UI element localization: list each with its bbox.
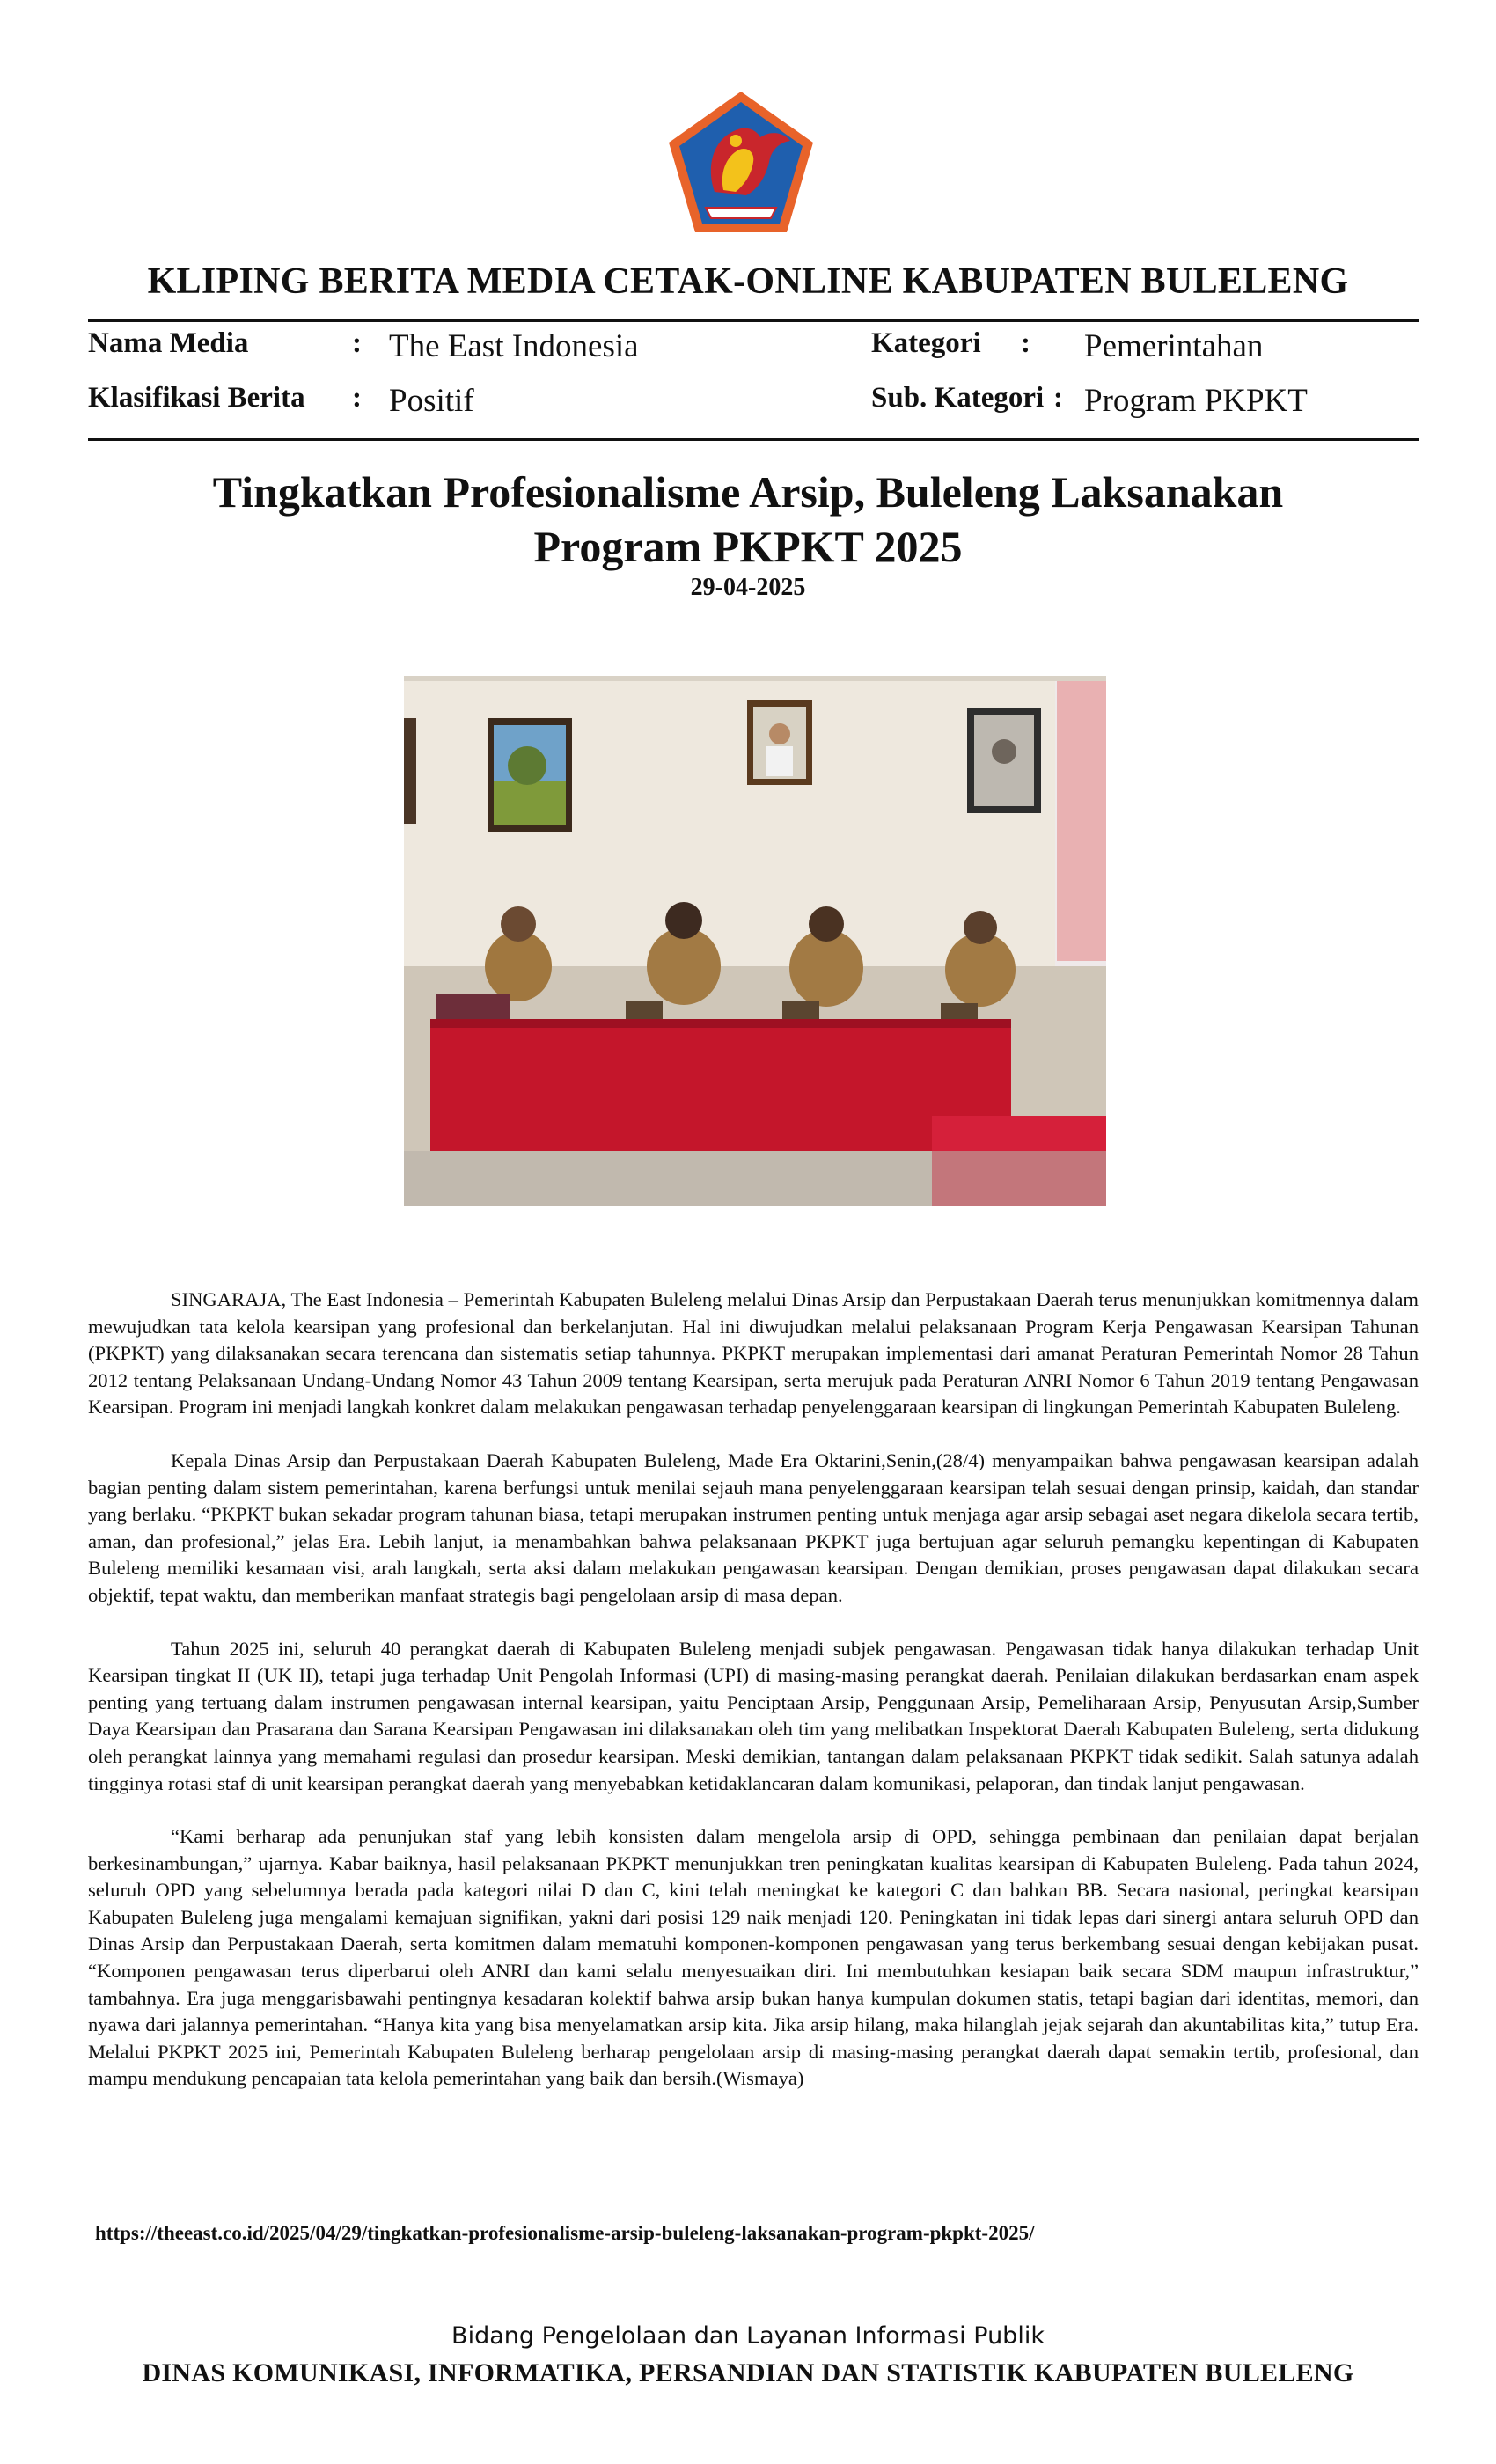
footer-unit: Bidang Pengelolaan dan Layanan Informasi Publik <box>451 2322 1045 2350</box>
media-label: Nama Media <box>88 327 249 359</box>
emblem-svg <box>662 86 820 238</box>
kategori-colon: : <box>1021 327 1030 359</box>
subkategori-colon: : <box>1053 382 1063 414</box>
clipping-header-title: KLIPING BERITA MEDIA CETAK-ONLINE KABUPATEN BULELENG <box>147 261 1349 302</box>
klasifikasi-colon: : <box>352 382 362 414</box>
media-value: The East Indonesia <box>389 328 639 364</box>
article-paragraph-2: Kepala Dinas Arsip dan Perpustakaan Daerah Kabupaten Buleleng, Made Era Oktarini,Senin,(28/4) menyampaikan bahwa pengawasan kearsipan adalah bagian penting dalam sistem pemerintahan, karena berfungsi untuk menilai sejauh mana penyelenggaraan kearsipan telah sesuai dengan prinsip, kaidah, dan standar yang berlaku. “PKPKT bukan sekadar program tahunan biasa, tetapi merupakan instrumen penting untuk menjaga agar arsip sebagai aset negara dikelola secara tertib, aman, dan profesional,” jelas Era. Lebih lanjut, ia menambahkan bahwa pelaksanaan PKPKT juga bertujuan agar seluruh pemangku kepentingan di Kabupaten Buleleng memiliki kesamaan visi, arah langkah, serta aksi dalam melakukan pengawasan kearsipan. Dengan demikian, proses pengawasan dapat dilakukan secara objektif, tepat waktu, dan memberikan manfaat strategis bagi pengelolaan arsip di masa depan. <box>88 1448 1419 1606</box>
kategori-value: Pemerintahan <box>1084 328 1264 364</box>
article-paragraph-1: SINGARAJA, The East Indonesia – Pemerintah Kabupaten Buleleng melalui Dinas Arsip dan Perpustakaan Daerah terus menunjukkan komitmennya dalam mewujudkan tata kelola kearsipan yang profesional dan berkelanjutan. Hal ini diwujudkan melalui pelaksanaan Program Kerja Pengawasan Kearsipan Tahunan (PKPKT) yang dilaksanakan secara terencana dan sistematis setiap tahunnya. PKPKT merupakan implementasi dari amanat Peraturan Pemerintah Nomor 28 Tahun 2012 tentang Pelaksanaan Undang-Undang Nomor 43 Tahun 2009 tentang Kearsipan, serta merujuk pada Peraturan ANRI Nomor 6 Tahun 2019 tentang Pengawasan Kearsipan. Program ini menjadi langkah konkret dalam melakukan pengawasan terhadap penyelenggaraan kearsipan di lingkungan Pemerintah Kabupaten Buleleng. <box>88 1288 1419 1419</box>
klasifikasi-label: Klasifikasi Berita <box>88 382 305 414</box>
article-body <box>88 1287 1419 2119</box>
article-paragraph-4: “Kami berharap ada penunjukan staf yang lebih konsisten dalam mengelola arsip di OPD, sehingga pembinaan dan penilaian dapat berjalan berkesinambungan,” ujarnya. Kabar baiknya, hasil pelaksanaan PKPKT menunjukkan tren peningkatan kualitas kearsipan di Kabupaten Buleleng. Pada tahun 2024, seluruh OPD yang sebelumnya berada pada kategori nilai D dan C, kini telah meningkat ke kategori C dan bahkan BB. Secara nasional, peringkat kearsipan Kabupaten Buleleng juga mengalami kemajuan signifikan, yakni dari posisi 129 naik menjadi 120. Peningkatan ini tidak lepas dari sinergi antara seluruh OPD dan Dinas Arsip dan Perpustakaan Daerah, serta komitmen dalam mematuhi komponen-komponen pengawasan yang terus berkembang sesuai dengan kebijakan pusat. “Komponen pengawasan terus diperbarui oleh ANRI dan kami selalu menyesuaikan diri. Ini membutuhkan kesiapan baik secara SDM maupun infrastruktur,” tambahnya. Era juga menggarisbawahi pentingnya kesadaran kolektif bahwa arsip bukan hanya kumpulan dokumen statis, tetapi bagian dari identitas, memori, dan nyawa dari jalannya pemerintahan. “Hanya kita yang bisa menyelamatkan arsip kita. Jika arsip hilang, maka hilanglah jejak sejarah dan akuntabilitas kita,” tutup Era. Melalui PKPKT 2025 ini, Pemerintah Kabupaten Buleleng berharap pengelolaan arsip di masing-masing perangkat daerah dapat semakin tertib, profesional, dan mampu mendukung pencapaian tata kelola pemerintahan yang baik dan bersih.(Wismaya) <box>88 1825 1419 2090</box>
article-date: 29-04-2025 <box>690 574 806 601</box>
buleleng-emblem-logo <box>662 86 820 238</box>
subkategori-value: Program PKPKT <box>1084 383 1308 419</box>
header-divider-bottom <box>88 438 1419 441</box>
article-paragraph-3: Tahun 2025 ini, seluruh 40 perangkat daerah di Kabupaten Buleleng menjadi subjek pengawasan. Pengawasan tidak hanya dilakukan terhadap Unit Kearsipan tingkat II (UK II), tetapi juga terhadap Unit Pengolah Informasi (UPI) di masing-masing perangkat daerah. Penilaian dilakukan berdasarkan enam aspek penting yang tertuang dalam instrumen pengawasan internal kearsipan, yaitu Penciptaan Arsip, Penggunaan Arsip, Pemeliharaan Arsip, Penyusutan Arsip,Sumber Daya Kearsipan dan Prasarana dan Sarana Kearsipan Pengawasan ini dilaksanakan oleh tim yang melibatkan Inspektorat Daerah Kabupaten Buleleng, serta didukung oleh perangkat lainnya yang memahami regulasi dan prosedur kearsipan. Meski demikian, tantangan dalam pelaksanaan PKPKT tidak sedikit. Salah satunya adalah tingginya rotasi staf di unit kearsipan perangkat daerah yang menyebabkan ketidaklancaran dalam komunikasi, pelaporan, dan tindak lanjut pengawasan. <box>88 1637 1419 1794</box>
source-url-link[interactable]: https://theeast.co.id/2025/04/29/tingkatkan-profesionalisme-arsip-buleleng-laksanakan-program-pkpkt-2025/ <box>95 2222 1035 2244</box>
kategori-label: Kategori <box>871 327 981 359</box>
header-divider-top <box>88 319 1419 322</box>
meeting-photo-svg <box>404 676 1106 1206</box>
klasifikasi-value: Positif <box>389 383 474 419</box>
lion-head-figure <box>730 135 742 147</box>
subkategori-label: Sub. Kategori <box>871 382 1045 414</box>
motto-banner <box>706 208 776 218</box>
meta-row-klasifikasi <box>88 382 1419 426</box>
article-photo <box>404 676 1106 1206</box>
red-table-cloth <box>430 1019 1011 1151</box>
article-title: Tingkatkan Profesionalisme Arsip, Buleleng Laksanakan Program PKPKT 2025 <box>212 467 1284 571</box>
footer-office: DINAS KOMUNIKASI, INFORMATIKA, PERSANDIAN DAN STATISTIK KABUPATEN BULELENG <box>142 2358 1354 2387</box>
meta-row-media <box>88 327 1419 371</box>
media-colon: : <box>352 327 362 359</box>
